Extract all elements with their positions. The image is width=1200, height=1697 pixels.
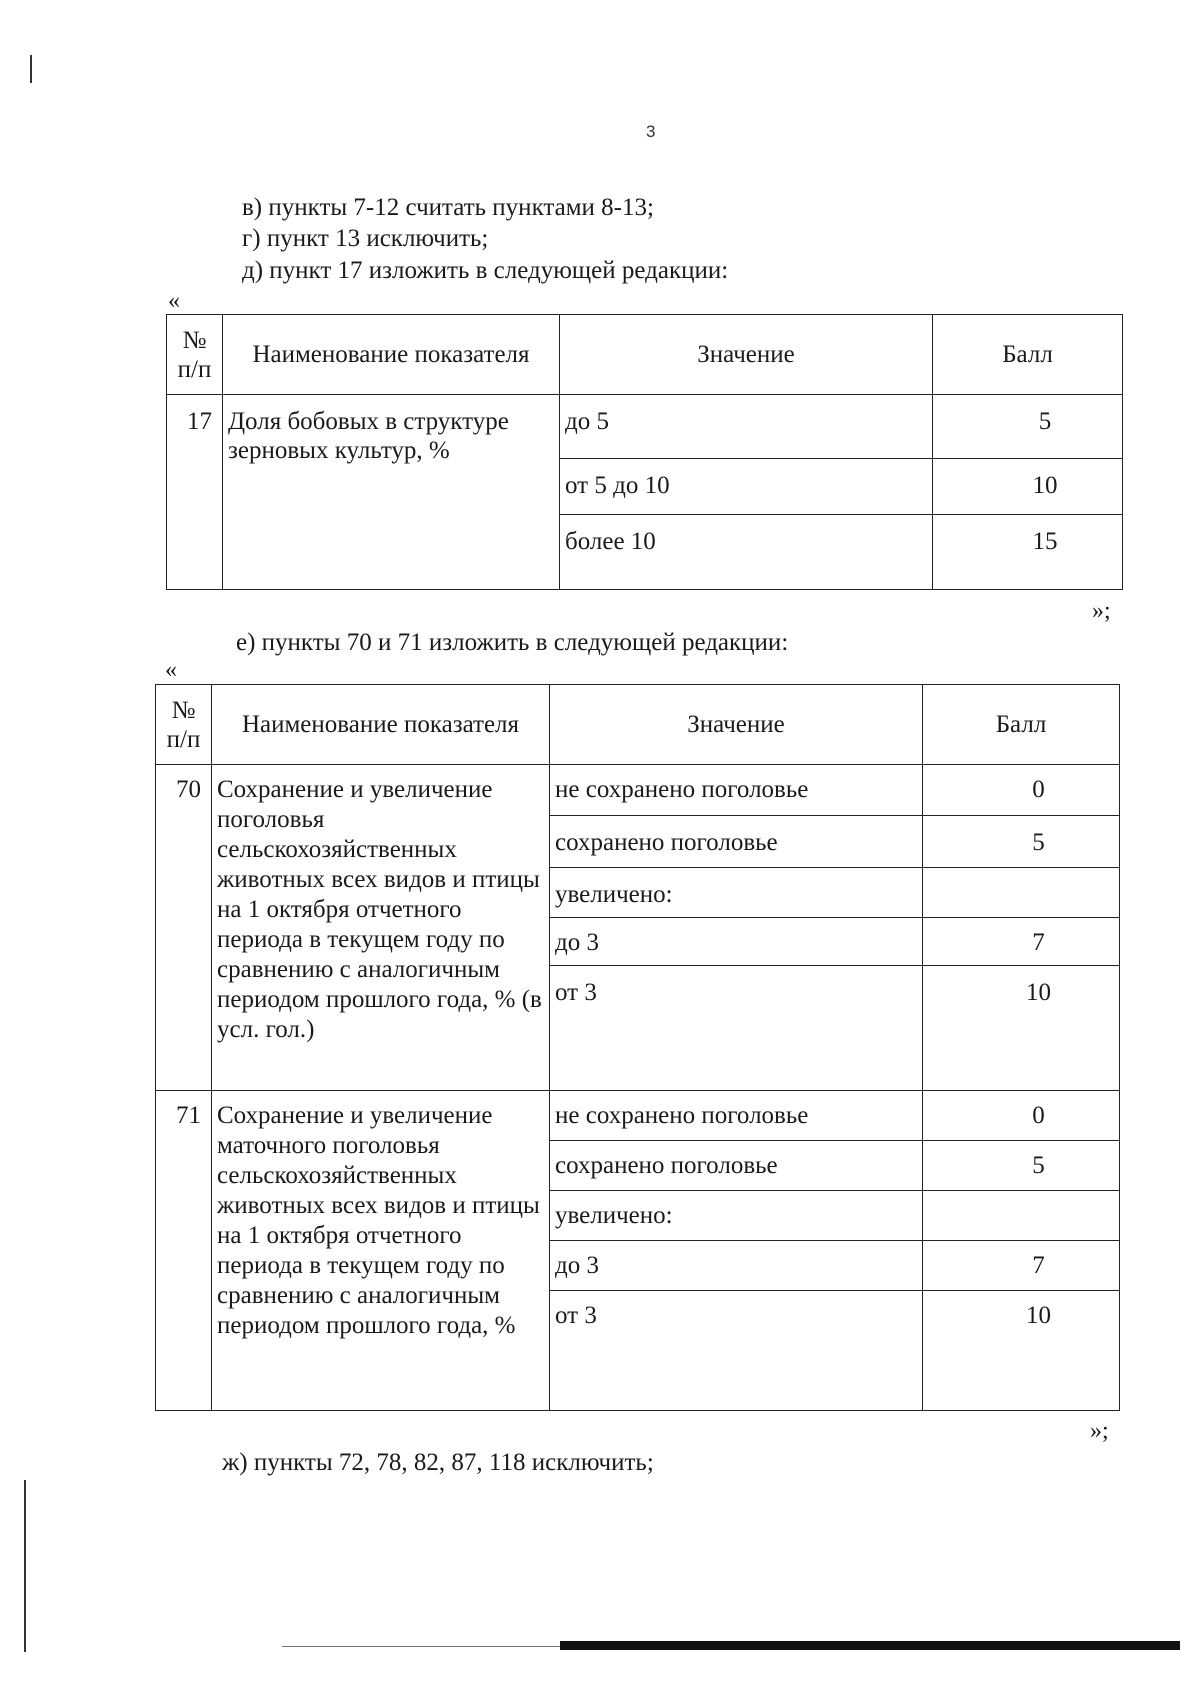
open-quote-2: « (165, 657, 177, 683)
scan-edge-mark-left (24, 1480, 26, 1652)
scan-edge-mark-top (30, 55, 32, 83)
paragraph-d: д) пункт 17 изложить в следующей редакции: (242, 257, 729, 284)
header-name: Наименование показателя (223, 315, 560, 395)
score-cell (923, 1191, 1120, 1241)
value-cell: от 3 (550, 1291, 923, 1411)
value-cell: не сохранено поголовье (550, 1091, 923, 1141)
value-cell: увеличено: (550, 1191, 923, 1241)
value-cell: более 10 (560, 515, 933, 590)
header-num: № п/п (167, 315, 223, 395)
value-cell: сохранено поголовье (550, 816, 923, 868)
item-name: Доля бобовых в структуре зерновых культур, % (223, 395, 560, 590)
score-cell: 5 (933, 395, 1123, 459)
value-cell: до 3 (550, 918, 923, 966)
header-name: Наименование показателя (212, 685, 550, 765)
header-num: № п/п (156, 685, 212, 765)
table-header-row (167, 315, 1123, 395)
paragraph-g: г) пункт 13 исключить; (242, 225, 489, 252)
score-cell: 10 (933, 459, 1123, 515)
scan-footer-bar (560, 1641, 1180, 1650)
value-cell: от 5 до 10 (560, 459, 933, 515)
header-score: Балл (923, 685, 1120, 765)
value-cell: увеличено: (550, 868, 923, 918)
paragraph-v: в) пункты 7-12 считать пунктами 8-13; (242, 194, 654, 221)
score-cell: 0 (923, 1091, 1120, 1141)
value-cell: до 3 (550, 1241, 923, 1291)
score-cell: 7 (923, 918, 1120, 966)
item-number: 70 (156, 765, 212, 1091)
table-items-70-71 (155, 684, 1120, 1411)
value-cell: сохранено поголовье (550, 1141, 923, 1191)
header-score: Балл (933, 315, 1123, 395)
value-cell: от 3 (550, 966, 923, 1091)
close-quote-2: »; (1090, 1418, 1109, 1444)
open-quote-1: « (168, 288, 180, 314)
score-cell (923, 868, 1120, 918)
value-cell: до 5 (560, 395, 933, 459)
header-value: Значение (560, 315, 933, 395)
score-cell: 5 (923, 1141, 1120, 1191)
value-cell: не сохранено поголовье (550, 765, 923, 816)
score-cell: 10 (923, 966, 1120, 1091)
page-number: 3 (646, 122, 656, 141)
score-cell: 15 (933, 515, 1123, 590)
table-header-row (156, 685, 1120, 765)
paragraph-zh: ж) пункты 72, 78, 82, 87, 118 исключить; (222, 1449, 654, 1476)
item-number: 71 (156, 1091, 212, 1411)
score-cell: 7 (923, 1241, 1120, 1291)
paragraph-e: е) пункты 70 и 71 изложить в следующей редакции: (236, 629, 789, 656)
close-quote-1: »; (1092, 598, 1111, 624)
table-item-17 (166, 314, 1123, 590)
header-value: Значение (550, 685, 923, 765)
item-name: Сохранение и увеличение поголовья сельскохозяйственных животных всех видов и птицы на 1 октября отчетного периода в текущем году по сравнению с аналогичным периодом прошлого года, % (в усл. гол.) (212, 765, 550, 1091)
score-cell: 5 (923, 816, 1120, 868)
item-name: Сохранение и увеличение маточного поголовья сельскохозяйственных животных всех видов и птицы на 1 октября отчетного периода в текущем году по сравнению с аналогичным периодом прошлого года, % (212, 1091, 550, 1411)
table-row (167, 395, 1123, 459)
table-row (156, 1091, 1120, 1141)
table-row (156, 765, 1120, 816)
score-cell: 0 (923, 765, 1120, 816)
score-cell: 10 (923, 1291, 1120, 1411)
item-number: 17 (167, 395, 223, 590)
